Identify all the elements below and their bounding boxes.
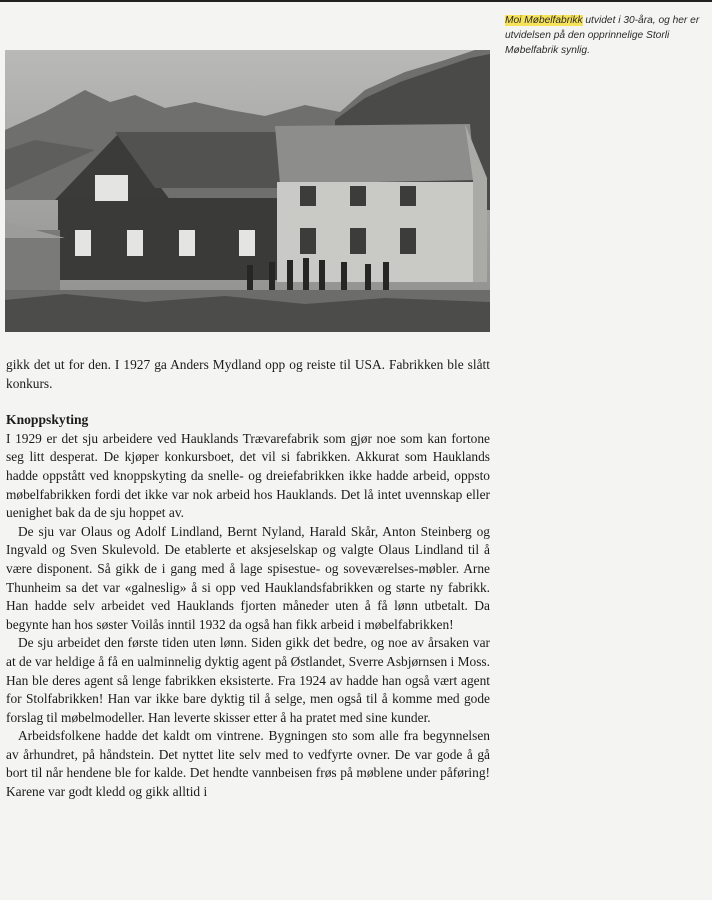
paragraph-4: Arbeidsfolkene hadde det kaldt om vintrene. Bygningen sto som alle fra begynnelsen av århundret, på håndstein. Det nyttet lite selv med to vedfyrte ovner. De var gode å gå bort til når hendene ble for kalde. Det hendte vannbeisen frøs på møblene under påføring! Karene var godt kledd og gikk alltid i	[6, 728, 490, 800]
paragraph-3: De sju arbeidet den første tiden uten lønn. Siden gikk det bedre, og noe av årsaken var at de var heldige å få en ualminnelig dyktig agent på Østlandet, Sverre Asbjørnsen i Moss. Han ble deres agent så lenge fabrikken eksisterte. Fra 1924 av hadde han også vært agent for Stolfabrikken! Han var ikke bare dyktig til å selge, men også til å komme med gode forslag til møbelmodeller. Han leverte skisser etter å ha pratet med sine kunder.	[6, 635, 490, 725]
caption-text: utvidet i 30-åra, og her er utvidelsen på den opprinnelige Storli Møbelfabrik synlig.	[505, 15, 700, 56]
photo-caption	[505, 13, 705, 58]
section-heading: Knoppskyting	[6, 412, 89, 428]
article-body	[6, 356, 490, 802]
caption-highlight: Moi Møbelfabrikk	[505, 15, 583, 26]
top-rule	[0, 0, 712, 2]
paragraph-1: I 1929 er det sju arbeidere ved Hauklands Trævarefabrik som gjør noe som kan fortone seg litt desperat. De kjøper konkursboet, det vil si fabrikken. Akkurat som Hauklands hadde oppstått ved knoppskyting da snelle- og dreiefabrikken ikke hadde arbeid, oppsto møbelfabrikken fordi det ikke var nok arbeid hos Hauklands. Det lå intet uvennskap eller uenighet bak da de sju hoppet av.	[6, 430, 490, 521]
factory-photo	[5, 50, 490, 332]
intro-paragraph: gikk det ut for den. I 1927 ga Anders Mydland opp og reiste til USA. Fabrikken ble slått konkurs.	[6, 357, 490, 391]
paragraph-2: De sju var Olaus og Adolf Lindland, Bernt Nyland, Harald Skår, Anton Steinberg og Ingvald og Sven Skulevold. De etablerte et aksjeselskap og valgte Olaus Lindland til å være disponent. Så gikk de i gang med å lage spisestue- og soveværelses-møbler. Arne Thunheim sa det var «galneslig» å si opp ved Hauklandsfabrikken og starte ny fabrikk. Han hadde selv arbeidet ved Hauklands fjorten måneder uten å få lønn utbetalt. Da begynte han hos søster Voilås inntil 1932 da også han fikk arbeid i møbelfabrikken!	[6, 523, 490, 632]
